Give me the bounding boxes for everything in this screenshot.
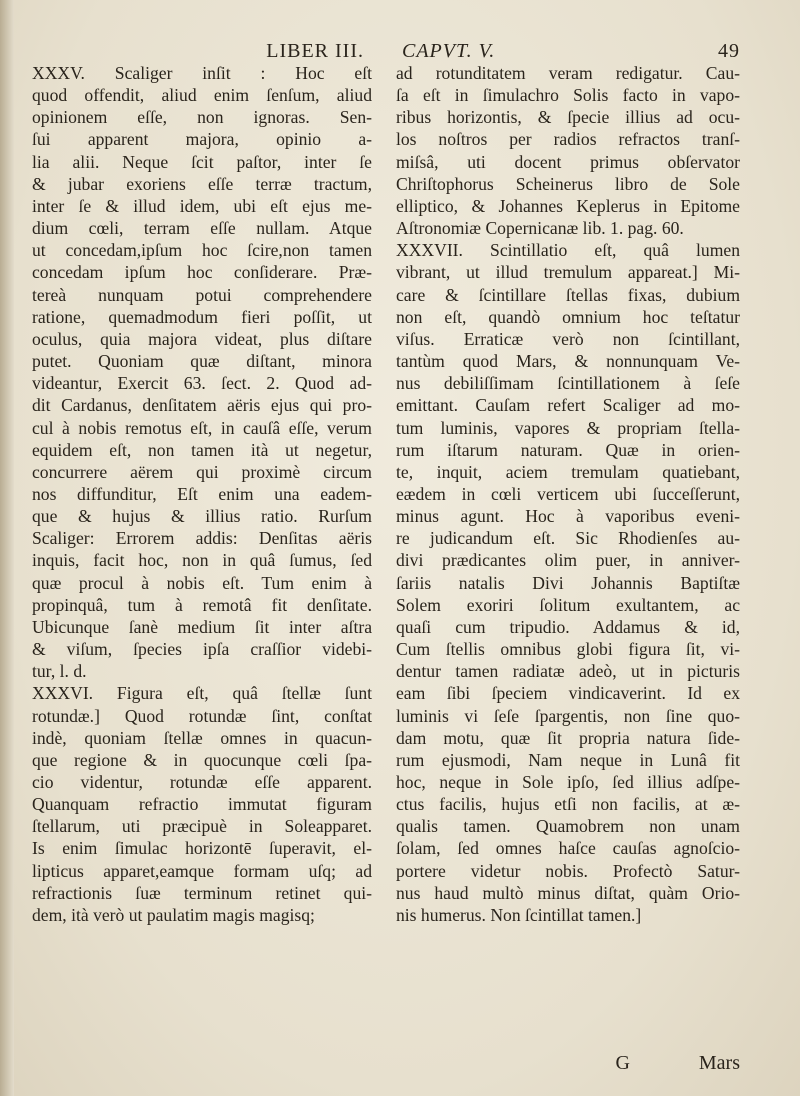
text-line: cul à nobis remotus eſt, in cauſâ eſſe, verum (32, 417, 372, 438)
text-line: care & ſcintillare ſtellas fixas, dubium (396, 284, 740, 305)
text-line: Ubicunque ſanè medium ſit inter aſtra (32, 616, 372, 637)
text-line: eam ſibi ſpeciem vindicaverint. Id ex (396, 683, 740, 704)
left-running-head (32, 0, 372, 62)
text-line: hoc, neque in Sole ipſo, ſed illius adſpe- (396, 772, 740, 792)
text-line: non eſt, quandò omnium hoc teſtatur (396, 306, 740, 327)
text-line: Chriſtophorus Scheinerus libro de Sole (396, 173, 740, 194)
text-line: tantùm quod Mars, & nonnunquam Ve- (396, 351, 740, 372)
text-line: eædem in cœli verticem ubi ſucceſſerunt, (396, 483, 740, 504)
text-line: indè, quoniam ſtellæ omnes in quacun- (32, 727, 372, 748)
text-line: rum ejusmodi, Nam neque in Lunâ fit (396, 749, 740, 770)
text-line: opinionem eſſe, non ignoras. Sen- (32, 107, 372, 128)
text-line: ratione, quemadmodum fieri poſſit, ut (32, 306, 372, 327)
text-line: que regione & in quocunque cœli ſpa- (32, 749, 372, 770)
text-line: concedam ipſum hoc conſiderare. Præ- (32, 262, 372, 283)
text-line: Cum ſtellis omnibus globi figura ſit, vi- (396, 639, 740, 660)
text-line: putet. Quoniam quæ diſtant, minora (32, 351, 372, 372)
text-line: oculus, quia majora videat, plus diſtare (32, 328, 372, 349)
text-line: vibrant, ut illud tremulum appareat.] Mi- (396, 262, 740, 283)
text-line: equidem eſt, non tamen ità ut negetur, (32, 439, 372, 460)
text-line: portere videtur nobis. Profectò Satur- (396, 860, 740, 881)
right-column-text (396, 62, 740, 926)
catchword: Mars (698, 1052, 740, 1074)
right-column (396, 0, 740, 1074)
text-line: quod offendit, aliud enim ſenſum, aliud (32, 85, 372, 106)
text-line: rum iſtarum naturam. Quæ in orien- (396, 439, 740, 460)
text-line: ut concedam,ipſum hoc ſcire,non tamen (32, 240, 372, 261)
text-line: te, inquit, aciem tremulam quatiebant, (396, 461, 740, 482)
text-line: dit Cardanus, denſitatem aëris ejus qui pro- (32, 395, 372, 416)
text-line: divi prædicantes olim puer, in anniver- (396, 550, 740, 571)
text-line: nis humerus. Non ſcintillat tamen.] (396, 904, 642, 925)
running-title-right: CAPVT. V. (402, 40, 496, 62)
text-line: XXXVII. Scintillatio eſt, quâ lumen (396, 240, 740, 261)
page-gutter-edge (0, 0, 14, 1096)
text-line: ribus horizontis, & ſpecie illius ad ocu- (396, 107, 740, 128)
text-line: tur, l. d. (32, 661, 87, 682)
text-line: Scaliger: Errorem addis: Denſitas aëris (32, 528, 372, 549)
text-line: inquis, facit hoc, non in quâ ſumus, ſed (32, 550, 372, 571)
text-line: Aſtronomiæ Copernicanæ lib. 1. pag. 60. (396, 218, 684, 239)
text-line: dentur tamen radiatæ adeò, ut in picturis (396, 661, 740, 682)
text-line: propinquâ, tum à remotâ fit denſitate. (32, 594, 372, 615)
text-line: nos diffunditur, Eſt enim una eadem- (32, 483, 372, 504)
running-title-left: LIBER III. (266, 40, 364, 62)
text-line: concurrere aërem qui proximè circum (32, 461, 372, 482)
left-column-text (32, 62, 372, 926)
text-line: ſolam, ſed omnes haſce cauſas agnoſcio- (396, 838, 740, 859)
text-line: lia alii. Neque ſcit paſtor, inter ſe (32, 151, 372, 172)
left-column (32, 0, 372, 926)
text-line: nus haud multò minus diſtat, quàm Orio- (396, 882, 740, 903)
text-line: & jubar exoriens eſſe terræ tractum, (32, 173, 372, 194)
text-line: los noſtros per radios refractos tranſ- (396, 129, 740, 150)
text-line: ſui apparent majora, opinio a- (32, 129, 372, 150)
text-line: XXXVI. Figura eſt, quâ ſtellæ ſunt (32, 683, 372, 704)
text-line: refractionis ſuæ terminum retinet qui- (32, 882, 372, 903)
text-line: que & hujus & illius ratio. Rurſum (32, 506, 372, 527)
text-line: elliptico, & Johannes Keplerus in Epitome (396, 195, 740, 216)
page-number: 49 (718, 40, 740, 62)
text-line: dium cœli, terram eſſe nullam. Atque (32, 218, 372, 239)
text-line: Solem exoriri ſolitum exultantem, ac (396, 594, 740, 615)
text-line: nus debiliſſimam ſcintillationem à ſeſe (396, 373, 740, 394)
text-line: videantur, Exercit 63. ſect. 2. Quod ad- (32, 373, 372, 394)
text-line: inter ſe & illud idem, ubi eſt ejus me- (32, 195, 372, 216)
right-running-head (396, 0, 740, 62)
text-line: & viſum, ſpecies ipſa craſſior videbi- (32, 639, 372, 660)
text-line: Quanquam refractio immutat figuram (32, 794, 372, 815)
text-line: re judicandum eſt. Sic Rhodienſes au- (396, 528, 740, 549)
text-line: Is enim ſimulac horizontē ſuperavit, el- (32, 838, 372, 859)
text-line: qualis tamen. Quamobrem non unam (396, 816, 740, 837)
text-line: ſtellarum, uti præcipuè in Soleapparet. (32, 816, 372, 837)
text-line: viſus. Erraticæ verò non ſcintillant, (396, 328, 740, 349)
text-line: luminis vi ſeſe ſpargentis, non ſine quo- (396, 705, 740, 726)
text-line: tereà nunquam potui comprehendere (32, 284, 372, 305)
text-line: ctus facilis, hujus etſi non facilis, at æ- (396, 794, 740, 815)
text-line: ſa eſt in ſimulachro Solis facto in vapo- (396, 85, 740, 106)
text-line: dam motu, quæ ſit propria natura ſide- (396, 727, 740, 748)
text-line: XXXV. Scaliger inſit : Hoc eſt (32, 63, 372, 83)
text-line: emittant. Cauſam refert Scaliger ad mo- (396, 395, 740, 416)
text-line: quaſi cum tripudio. Addamus & id, (396, 616, 740, 637)
text-line: rotundæ.] Quod rotundæ ſint, conſtat (32, 705, 372, 726)
text-line: minus agunt. Hoc à vaporibus eveni- (396, 506, 740, 527)
signature-mark: G (615, 1052, 630, 1074)
text-line: cio videntur, rotundæ eſſe apparent. (32, 772, 372, 792)
text-line: miſsâ, uti docent primus obſervator (396, 151, 740, 172)
text-line: quæ procul à nobis eſt. Tum enim à (32, 572, 372, 593)
text-line: dem, ità verò ut paulatim magis magisq; (32, 904, 315, 925)
text-line: tum luminis, vapores & propriam ſtella- (396, 417, 740, 438)
text-line: ſariis natalis Divi Johannis Baptiſtæ (396, 572, 740, 593)
text-line: lipticus apparet,eamque formam uſq; ad (32, 860, 372, 881)
text-line: ad rotunditatem veram redigatur. Cau- (396, 63, 740, 83)
